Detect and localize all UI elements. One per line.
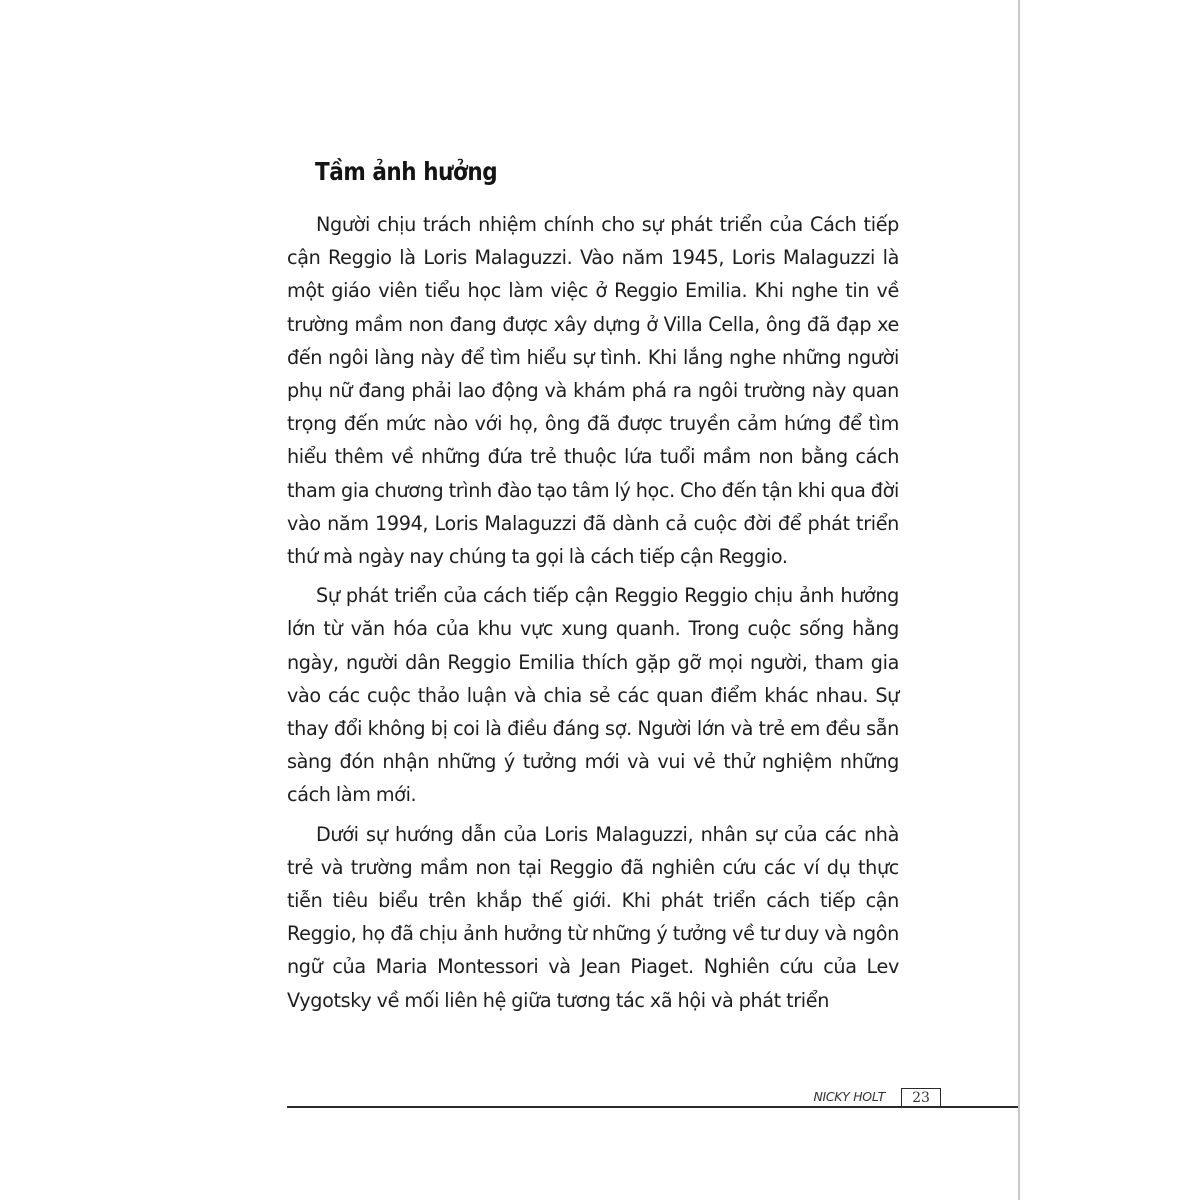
footer-rule [287, 1106, 1018, 1108]
page-number: 23 [912, 1090, 930, 1106]
page-body [287, 150, 899, 1023]
footer-author: NICKY HOLT [813, 1089, 885, 1104]
paragraph-2: Sự phát triển của cách tiếp cận Reggio Reggio chịu ảnh hưởng lớn từ văn hóa của khu vực xung quanh. Trong cuộc sống hằng ngày, người dân Reggio Emilia thích gặp gỡ mọi người, tham gia vào các cuộc thảo luận và chia sẻ các quan điểm khác nhau. Sự thay đổi không bị coi là điều đáng sợ. Người lớn và trẻ em đều sẵn sàng đón nhận những ý tưởng mới và vui vẻ thử nghiệm những cách làm mới. [287, 584, 899, 807]
page-margin-outside [1020, 0, 1200, 1200]
paragraph-3: Dưới sự hướng dẫn của Loris Malaguzzi, nhân sự của các nhà trẻ và trường mầm non tại Reggio đã nghiên cứu các ví dụ thực tiễn tiêu biểu trên khắp thế giới. Khi phát triển cách tiếp cận Reggio, họ đã chịu ảnh hưởng từ những ý tưởng về tư duy và ngôn ngữ của Maria Montessori và Jean Piaget. Nghiên cứu của Lev Vygotsky về mối liên hệ giữa tương tác xã hội và phát triển [287, 822, 899, 1012]
section-heading: Tầm ảnh hưởng [315, 157, 498, 186]
paragraph-1: Người chịu trách nhiệm chính cho sự phát triển của Cách tiếp cận Reggio là Loris Malaguzzi. Vào năm 1945, Loris Malaguzzi là một giáo viên tiểu học làm việc ở Reggio Emilia. Khi nghe tin về trường mầm non đang được xây dựng ở Villa Cella, ông đã đạp xe đến ngôi làng này để tìm hiểu sự tình. Khi lắng nghe những người phụ nữ đang phải lao động và khám phá ra ngôi trường này quan trọng đến mức nào với họ, ông đã được truyền cảm hứng để tìm hiểu thêm về những đứa trẻ thuộc lứa tuổi mầm non bằng cách tham gia chương trình đào tạo tâm lý học. Cho đến tận khi qua đời vào năm 1994, Loris Malaguzzi đã dành cả cuộc đời để phát triển thứ mà ngày nay chúng ta gọi là cách tiếp cận Reggio. [287, 213, 899, 569]
